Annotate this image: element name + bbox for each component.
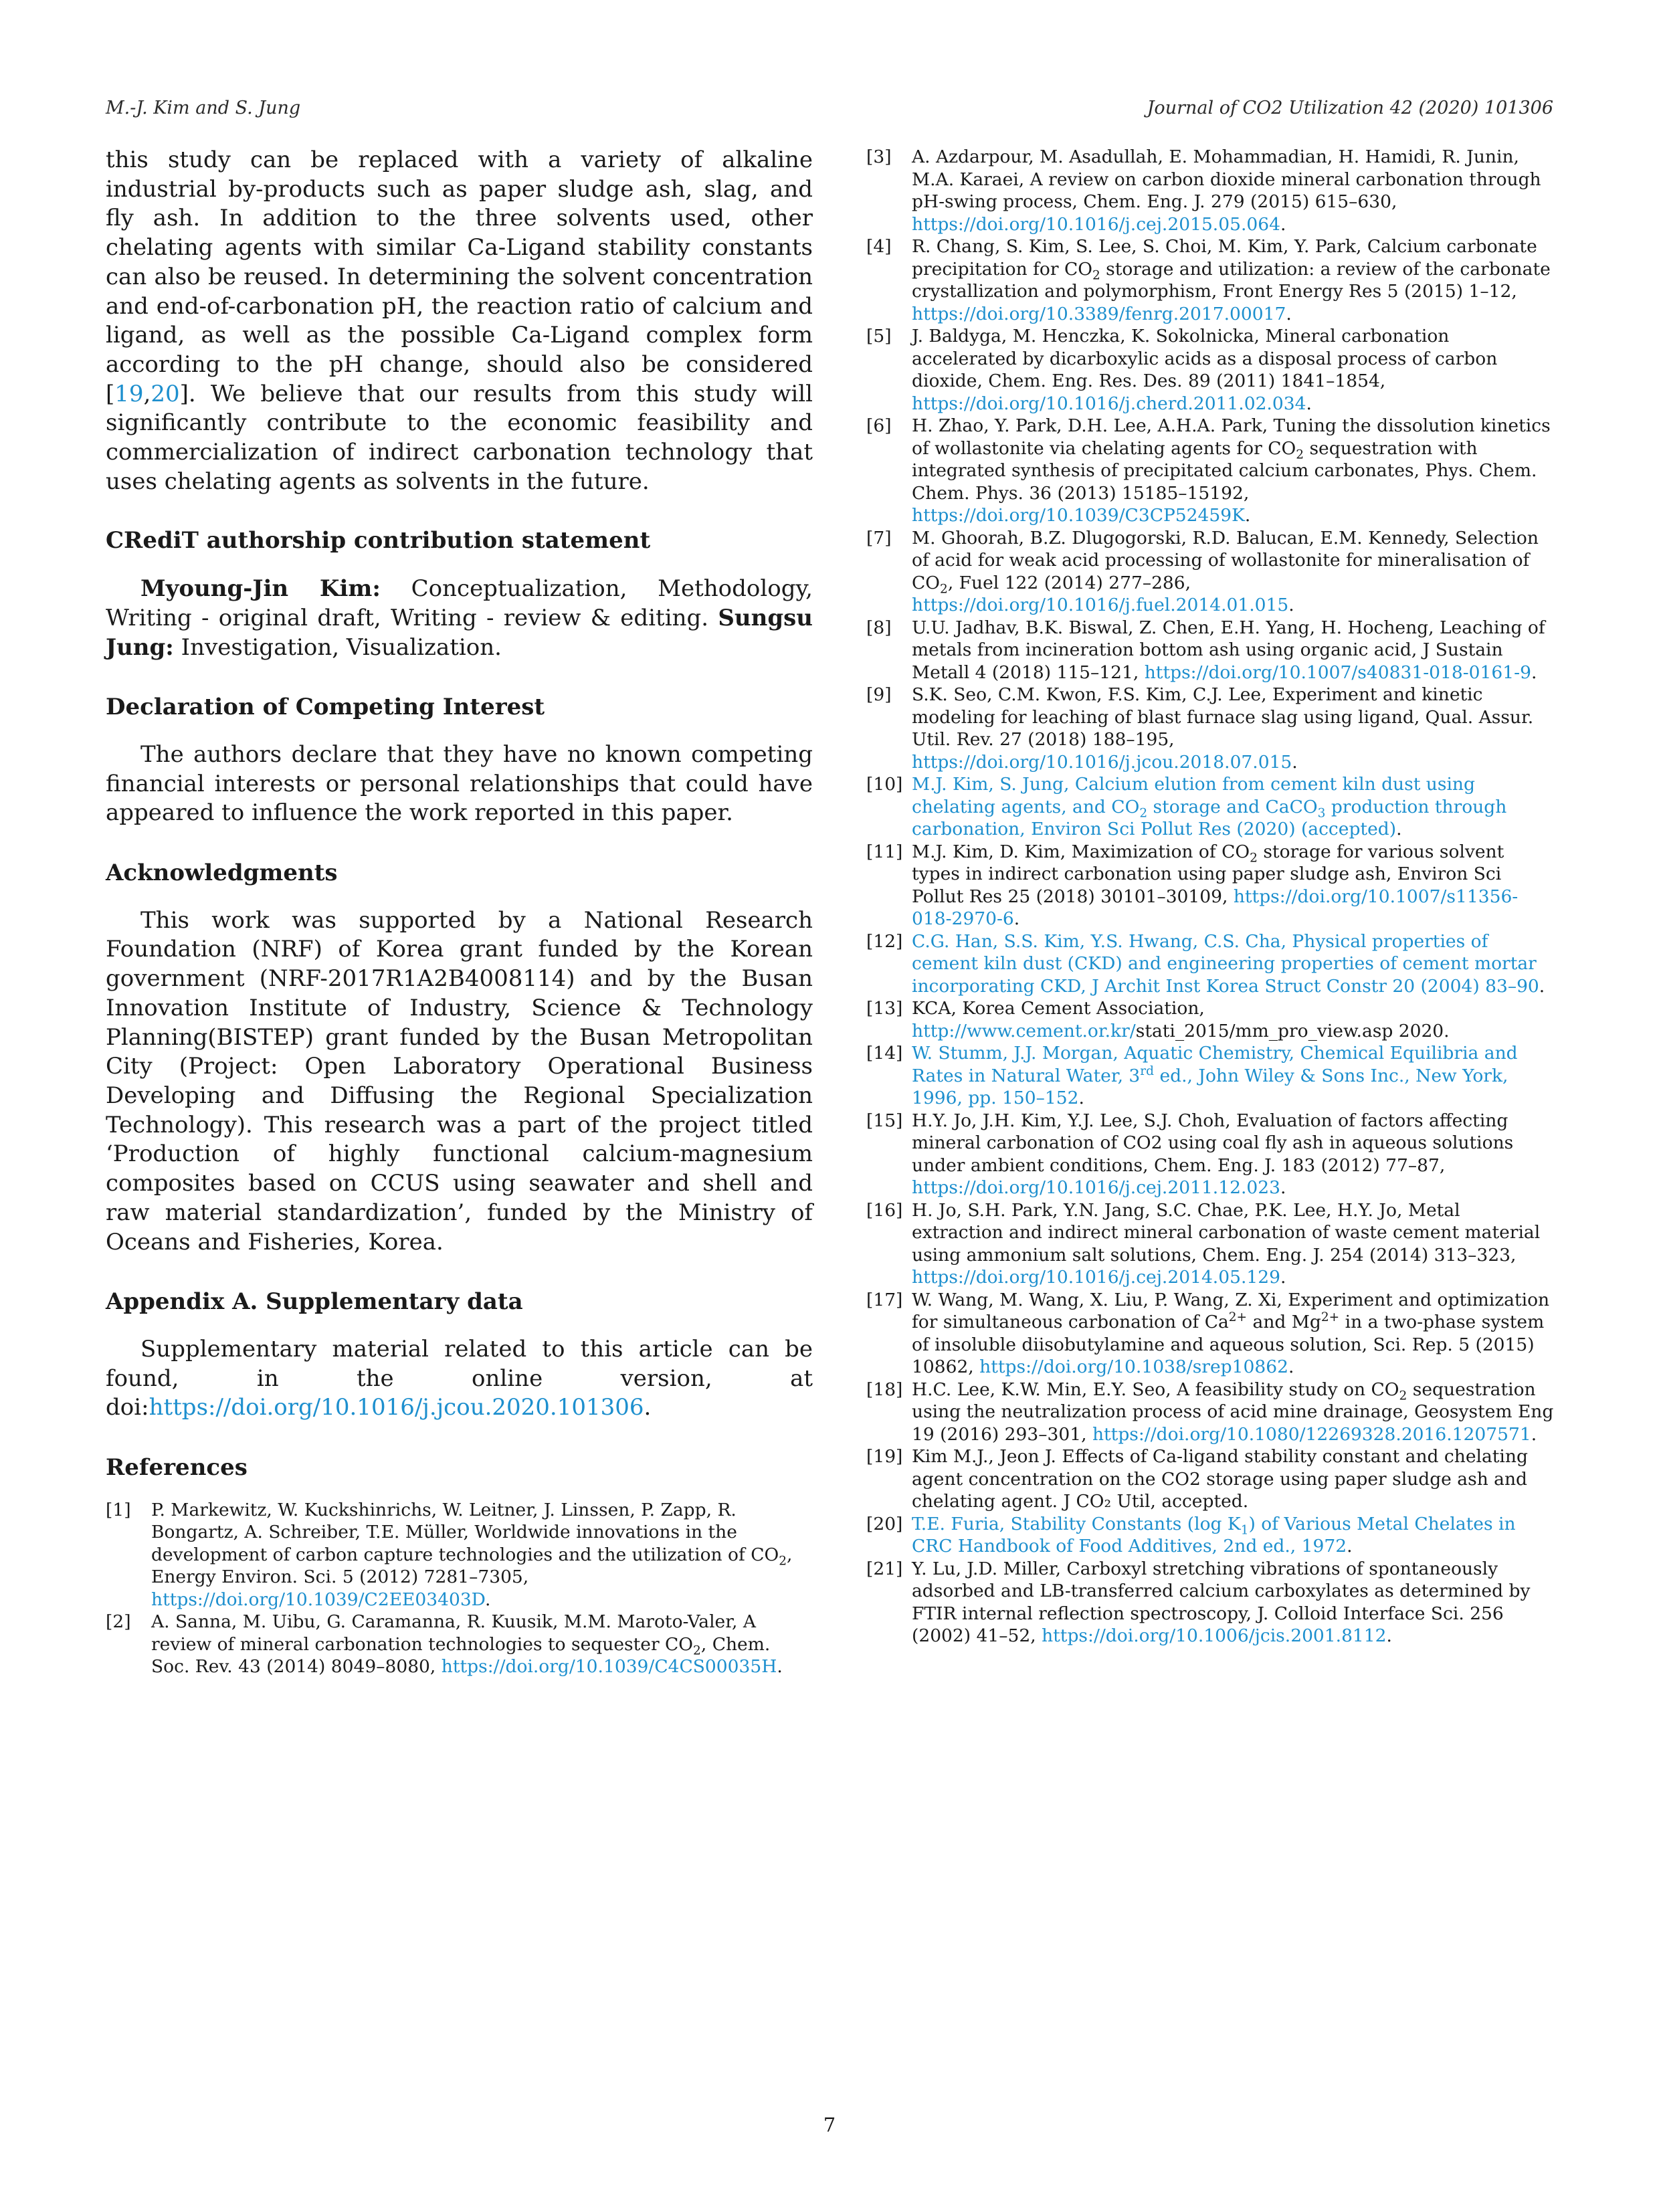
reference-9-doi-link[interactable]: https://doi.org/10.1016/j.jcou.2018.07.015 — [912, 751, 1292, 773]
supplementary-doi-link[interactable]: https://doi.org/10.1016/j.jcou.2020.101306 — [149, 1394, 644, 1421]
acknowledgments-heading: Acknowledgments — [106, 860, 338, 887]
competing-heading: Declaration of Competing Interest — [106, 694, 545, 721]
reference-12[interactable]: [12] C.G. Han, S.S. Kim, Y.S. Hwang, C.S. Cha, Physical properties of cement kiln dust (CKD) and engineering properties of cement mortar incorporating CKD, J Archit Inst Korea Struct Constr 20 (2004) 83–90. — [866, 930, 1545, 997]
reference-18: [18] H.C. Lee, K.W. Min, E.Y. Seo, A feasibility study on $CO_2$ sequestration using the neutralization process of acid mine drainage, Geosystem Eng 19 (2016) 293–301, https://doi.org/10.1080/12269328.2016.1207571. — [866, 1379, 1554, 1445]
reference-17: [17] W. Wang, M. Wang, X. Liu, P. Wang, Z. Xi, Experiment and optimization for simultaneous carbonation of $Ca^{2+}$ and $Mg^{2+}$ in a two-phase system of insoluble diisobutylamine and aqueous solution, Sci. Rep. 5 (2015) 10862, https://doi.org/10.1038/srep10862. — [866, 1289, 1550, 1377]
reference-3-doi-link[interactable]: https://doi.org/10.1016/j.cej.2015.05.064 — [912, 213, 1280, 235]
running-head — [106, 98, 1553, 124]
acknowledgments-text: This work was supported by a National Research Foundation (NRF) of Korea grant funded by the Korean government (NRF-2017R1A2B4008114) and by the Busan Innovation Institute of Industry, Science & Technology Planning(BISTEP) grant funded by the Busan Metropolitan City (Project: Open Laboratory Operational Business Developing and Diffusing the Regional Specialization Technology). This research was a part of the project titled ‘Production of highly functional calcium-magnesium composites based on CCUS using seawater and shell and raw material standardization’, funded by the Ministry of Oceans and Fisheries, Korea. — [106, 906, 813, 1255]
intro-paragraph: this study can be replaced with a variety of alkaline industrial by-products such as paper sludge ash, slag, and fly ash. In addition to the three solvents used, other chelating agents with similar Ca-Ligand stability constants can also be reused. In determining the solvent concentration and end-of-carbonation pH, the reaction ratio of calcium and ligand, as well as the possible Ca-Ligand complex form according to the pH change, should also be considered [19,20]. We believe that our results from this study will significantly contribute to the economic feasibility and commercialization of indirect carbonation technology that uses chelating agents as solvents in the future. — [106, 146, 813, 495]
reference-10[interactable]: [10] M.J. Kim, S. Jung, Calcium elution from cement kiln dust using chelating agents, and $CO_2$ storage and CaCO$_3$ production through carbonation, Environ Sci Pollut Res (2020) (accepted). — [866, 774, 1507, 839]
reference-14[interactable]: [14] W. Stumm, J.J. Morgan, Aquatic Chemistry, Chemical Equilibria and Rates in Natural Water, 3rd ed., John Wiley & Sons Inc., New York, 1996, pp. 150–152. — [866, 1043, 1518, 1108]
reference-6-doi-link[interactable]: https://doi.org/10.1039/C3CP52459K — [912, 505, 1245, 526]
reference-15-doi-link[interactable]: https://doi.org/10.1016/j.cej.2011.12.023 — [912, 1177, 1280, 1198]
running-head-journal: Journal of CO2 Utilization 42 (2020) 101306 — [1147, 98, 1553, 118]
reference-16: [16] H. Jo, S.H. Park, Y.N. Jang, S.C. Chae, P.K. Lee, H.Y. Jo, Metal extraction and indirect mineral carbonation of waste cement material using ammonium salt solutions, Chem. Eng. J. 254 (2014) 313–323, https://doi.org/10.1016/j.cej.2014.05.129. — [866, 1199, 1541, 1288]
reference-13: [13] KCA, Korea Cement Association, http://www.cement.or.kr/stati_2015/mm_pro_view.asp 2020. — [866, 998, 1450, 1041]
credit-statement: Myoung-Jin Kim: Conceptualization, Methodology, Writing - original draft, Writing - review & editing. Sungsu Jung: Investigation, Visualization. — [106, 575, 813, 661]
reference-8: [8] U.U. Jadhav, B.K. Biswal, Z. Chen, E.H. Yang, H. Hocheng, Leaching of metals from incineration bottom ash using organic acid, J Sustain Metall 4 (2018) 115–121, https://doi.org/10.1007/s40831-018-0161-9. — [866, 617, 1545, 683]
reference-15: [15] H.Y. Jo, J.H. Kim, Y.J. Lee, S.J. Choh, Evaluation of factors affecting mineral carbonation of CO2 using coal fly ash in aqueous solutions under ambient conditions, Chem. Eng. J. 183 (2012) 77–87, https://doi.org/10.1016/j.cej.2011.12.023. — [866, 1110, 1514, 1198]
reference-4: [4] R. Chang, S. Kim, S. Lee, S. Choi, M. Kim, Y. Park, Calcium carbonate precipitation for $CO_2$ storage and utilization: a review of the carbonate crystallization and polymorphism, Front Energy Res 5 (2015) 1–12, https://doi.org/10.3389/fenrg.2017.00017. — [866, 236, 1551, 324]
reference-20[interactable]: [20] T.E. Furia, Stability Constants (log $K_1$) of Various Metal Chelates in CRC Handbook of Food Additives, 2nd ed., 1972. — [866, 1513, 1516, 1556]
credit-heading: CRediT authorship contribution statement — [106, 527, 651, 555]
right-column — [866, 146, 1557, 1647]
reference-5: [5] J. Baldyga, M. Henczka, K. Sokolnicka, Mineral carbonation accelerated by dicarboxylic acids as a disposal process of carbon dioxide, Chem. Eng. Res. Des. 89 (2011) 1841–1854, https://doi.org/10.1016/j.cherd.2011.02.034. — [866, 326, 1498, 414]
reference-21-doi-link[interactable]: https://doi.org/10.1006/jcis.2001.8112 — [1042, 1625, 1387, 1646]
reference-6: [6] H. Zhao, Y. Park, D.H. Lee, A.H.A. Park, Tuning the dissolution kinetics of wollastonite via chelating agents for $CO_2$ sequestration with integrated synthesis of precipitated calcium carbonates, Phys. Chem. Chem. Phys. 36 (2013) 15185–15192, https://doi.org/10.1039/C3CP52459K. — [866, 415, 1551, 526]
reference-7-doi-link[interactable]: https://doi.org/10.1016/j.fuel.2014.01.015 — [912, 595, 1289, 615]
reference-21: [21] Y. Lu, J.D. Miller, Carboxyl stretching vibrations of spontaneously adsorbed and LB-transferred calcium carboxylates as determined by FTIR internal reflection spectroscopy, J. Colloid Interface Sci. 256 (2002) 41–52, https://doi.org/10.1006/jcis.2001.8112. — [866, 1558, 1531, 1646]
reference-list-left — [106, 1499, 813, 1678]
left-column — [106, 146, 813, 1678]
reference-7: [7] M. Ghoorah, B.Z. Dlugogorski, R.D. Balucan, E.M. Kennedy, Selection of acid for weak acid processing of wollastonite for mineralisation of $CO_2$, Fuel 122 (2014) 277–286, https://doi.org/10.1016/j.fuel.2014.01.015. — [866, 527, 1539, 615]
competing-text: The authors declare that they have no known competing financial interests or personal relationships that could have appeared to influence the work reported in this paper. — [106, 740, 813, 827]
reference-2-doi-link[interactable]: https://doi.org/10.1039/C4CS00035H — [441, 1656, 777, 1678]
reference-8-doi-link[interactable]: https://doi.org/10.1007/s40831-018-0161-9 — [1144, 662, 1531, 683]
reference-1-doi-link[interactable]: https://doi.org/10.1039/C2EE03403D — [151, 1589, 485, 1610]
running-head-authors: M.-J. Kim and S. Jung — [106, 98, 301, 118]
appendix-heading: Appendix A. Supplementary data — [106, 1288, 523, 1316]
reference-17-doi-link[interactable]: https://doi.org/10.1038/srep10862 — [979, 1356, 1288, 1377]
reference-9: [9] S.K. Seo, C.M. Kwon, F.S. Kim, C.J. Lee, Experiment and kinetic modeling for leaching of blast furnace slag using ligand, Qual. Assur. Util. Rev. 27 (2018) 188–195, https://doi.org/10.1016/j.jcou.2018.07.015. — [866, 684, 1534, 773]
reference-11: [11] M.J. Kim, D. Kim, Maximization of $CO_2$ storage for various solvent types in indirect carbonation using paper sludge ash, Environ Sci Pollut Res 25 (2018) 30101–30109, https://doi.org/10.1007/s11356-018-2970-6. — [866, 841, 1519, 929]
reference-5-doi-link[interactable]: https://doi.org/10.1016/j.cherd.2011.02.034 — [912, 393, 1306, 414]
appendix-text: Supplementary material related to this article can be found, in the online version, at doi:https://doi.org/10.1016/j.jcou.2020.101306. — [106, 1335, 813, 1421]
reference-11-doi-link[interactable]: https://doi.org/10.1007/s11356-018-2970-6 — [912, 886, 1519, 929]
page-number: 7 — [823, 2114, 836, 2136]
reference-list-right — [866, 146, 1557, 1647]
reference-3: [3] A. Azdarpour, M. Asadullah, E. Mohammadian, H. Hamidi, R. Junin, M.A. Karaei, A review on carbon dioxide mineral carbonation through pH-swing process, Chem. Eng. J. 279 (2015) 615–630, https://doi.org/10.1016/j.cej.2015.05.064. — [866, 146, 1541, 235]
reference-2: [2] A. Sanna, M. Uibu, G. Caramanna, R. Kuusik, M.M. Maroto-Valer, A review of mineral carbonation technologies to sequester $CO_2$, Chem. Soc. Rev. 43 (2014) 8049–8080, https://doi.org/10.1039/C4CS00035H. — [106, 1611, 783, 1678]
reference-1: [1] P. Markewitz, W. Kuckshinrichs, W. Leitner, J. Linssen, P. Zapp, R. Bongartz, A. Schreiber, T.E. Müller, Worldwide innovations in the development of carbon capture technologies and the utilization of $CO_2$, Energy Environ. Sci. 5 (2012) 7281–7305, https://doi.org/10.1039/C2EE03403D. — [106, 1499, 793, 1610]
reference-4-doi-link[interactable]: https://doi.org/10.3389/fenrg.2017.00017 — [912, 303, 1286, 324]
citation-link-20[interactable]: 20 — [151, 380, 180, 407]
reference-13-url-link[interactable]: http://www.cement.or.kr/ — [912, 1020, 1136, 1041]
reference-19: [19] Kim M.J., Jeon J. Effects of Ca-ligand stability constant and chelating agent concentration on the CO2 storage using paper sludge ash and chelating agent. J CO₂ Util, accepted. — [866, 1446, 1528, 1512]
citation-link-19[interactable]: 19 — [114, 380, 144, 407]
reference-16-doi-link[interactable]: https://doi.org/10.1016/j.cej.2014.05.129 — [912, 1267, 1280, 1288]
reference-18-doi-link[interactable]: https://doi.org/10.1080/12269328.2016.1207571 — [1092, 1423, 1531, 1445]
references-heading: References — [106, 1454, 248, 1482]
